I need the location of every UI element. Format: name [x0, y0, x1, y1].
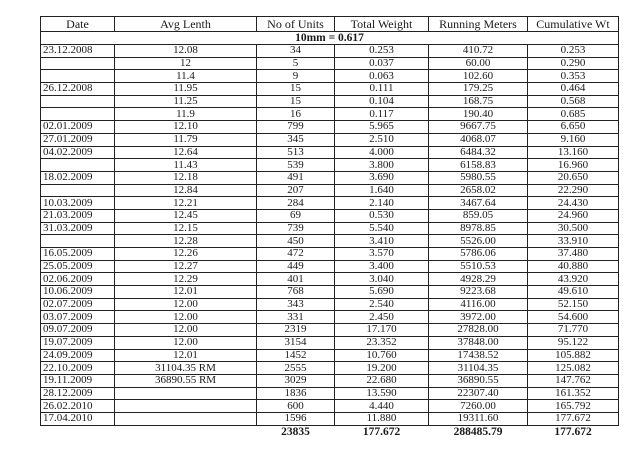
- running-meters-cell: 27828.00: [429, 324, 528, 337]
- date-cell: 27.01.2009: [41, 133, 115, 146]
- table-row: [41, 95, 619, 108]
- total-weight-cell: 13.590: [335, 387, 429, 400]
- date-cell: 22.10.2009: [41, 362, 115, 375]
- date-cell: 26.02.2010: [41, 400, 115, 413]
- cumulative-weight-cell: 24.430: [528, 197, 619, 210]
- date-cell: 19.07.2009: [41, 336, 115, 349]
- total-weight-cell: 2.140: [335, 197, 429, 210]
- running-meters-cell: 2658.02: [429, 184, 528, 197]
- table-row: [41, 70, 619, 83]
- avg-length-cell: 12.15: [115, 222, 257, 235]
- units-cell: 5: [257, 57, 335, 70]
- avg-length-cell: 12.08: [115, 45, 257, 58]
- units-cell: 600: [257, 400, 335, 413]
- cumulative-weight-cell: 24.960: [528, 209, 619, 222]
- table-row: [41, 222, 619, 235]
- header-row: [41, 17, 619, 32]
- table-row: [41, 248, 619, 261]
- running-meters-cell: 4928.29: [429, 273, 528, 286]
- total-weight-cell: 19.200: [335, 362, 429, 375]
- avg-length-cell: 12.27: [115, 260, 257, 273]
- avg-length-cell: 31104.35 RM: [115, 362, 257, 375]
- cumulative-weight-cell: 0.290: [528, 57, 619, 70]
- cumulative-weight-cell: 16.960: [528, 159, 619, 172]
- header-running-meters: Running Meters: [429, 17, 528, 32]
- units-cell: 2555: [257, 362, 335, 375]
- avg-length-cell: [115, 412, 257, 425]
- table-row: [41, 146, 619, 159]
- cumulative-weight-cell: 30.500: [528, 222, 619, 235]
- avg-length-cell: 12.01: [115, 349, 257, 362]
- total-weight-cell: 5.965: [335, 121, 429, 134]
- table-row: [41, 324, 619, 337]
- date-cell: [41, 70, 115, 83]
- date-cell: 09.07.2009: [41, 324, 115, 337]
- running-meters-cell: 4116.00: [429, 298, 528, 311]
- total-weight-cell: 0.104: [335, 95, 429, 108]
- avg-length-cell: 11.25: [115, 95, 257, 108]
- date-cell: [41, 57, 115, 70]
- units-cell: 1836: [257, 387, 335, 400]
- units-cell: 207: [257, 184, 335, 197]
- total-weight-cell: 0.117: [335, 108, 429, 121]
- header-date: Date: [41, 17, 115, 32]
- units-cell: 9: [257, 70, 335, 83]
- date-cell: 28.12.2009: [41, 387, 115, 400]
- date-cell: [41, 159, 115, 172]
- avg-length-cell: 12.00: [115, 311, 257, 324]
- units-cell: 16: [257, 108, 335, 121]
- table-row: [41, 273, 619, 286]
- header-total-weight: Total Weight: [335, 17, 429, 32]
- total-weight-cell: 2.510: [335, 133, 429, 146]
- avg-length-cell: 12.10: [115, 121, 257, 134]
- running-meters-cell: 190.40: [429, 108, 528, 121]
- cumulative-weight-cell: 33.910: [528, 235, 619, 248]
- total-units-cell: 23835: [281, 425, 310, 438]
- running-meters-cell: 410.72: [429, 45, 528, 58]
- delivery-ledger-table: [40, 16, 619, 439]
- running-meters-cell: 9223.68: [429, 286, 528, 299]
- cumulative-weight-cell: 22.290: [528, 184, 619, 197]
- table-row: [41, 108, 619, 121]
- header-units: No of Units: [257, 17, 335, 32]
- date-cell: 21.03.2009: [41, 209, 115, 222]
- running-meters-cell: 31104.35: [429, 362, 528, 375]
- date-cell: 04.02.2009: [41, 146, 115, 159]
- table-row: [41, 133, 619, 146]
- total-cumulative-weight-cell: 177.672: [554, 425, 592, 438]
- avg-length-cell: 12.01: [115, 286, 257, 299]
- cumulative-weight-cell: 0.253: [528, 45, 619, 58]
- table-row: [41, 197, 619, 210]
- cumulative-weight-cell: 71.770: [528, 324, 619, 337]
- running-meters-cell: 5510.53: [429, 260, 528, 273]
- units-cell: 15: [257, 95, 335, 108]
- cumulative-weight-cell: 40.880: [528, 260, 619, 273]
- total-date-cell: [41, 425, 115, 439]
- date-cell: 23.12.2008: [41, 45, 115, 58]
- total-avg-length-cell: [115, 425, 257, 439]
- avg-length-cell: [115, 387, 257, 400]
- units-cell: 3029: [257, 374, 335, 387]
- running-meters-cell: 6158.83: [429, 159, 528, 172]
- total-weight-cell: 3.570: [335, 248, 429, 261]
- table-row: [41, 171, 619, 184]
- running-meters-cell: 19311.60: [429, 412, 528, 425]
- date-cell: 02.07.2009: [41, 298, 115, 311]
- units-cell: 345: [257, 133, 335, 146]
- running-meters-cell: 4068.07: [429, 133, 528, 146]
- cumulative-weight-cell: 43.920: [528, 273, 619, 286]
- date-cell: 03.07.2009: [41, 311, 115, 324]
- avg-length-cell: 12.45: [115, 209, 257, 222]
- units-cell: 15: [257, 83, 335, 96]
- running-meters-cell: 7260.00: [429, 400, 528, 413]
- running-meters-cell: 179.25: [429, 83, 528, 96]
- units-cell: 450: [257, 235, 335, 248]
- units-cell: 768: [257, 286, 335, 299]
- units-cell: 472: [257, 248, 335, 261]
- avg-length-cell: 12.00: [115, 336, 257, 349]
- running-meters-cell: 859.05: [429, 209, 528, 222]
- date-cell: 16.05.2009: [41, 248, 115, 261]
- cumulative-weight-cell: 37.480: [528, 248, 619, 261]
- units-cell: 1596: [257, 412, 335, 425]
- date-cell: 18.02.2009: [41, 171, 115, 184]
- table-row: [41, 121, 619, 134]
- total-weight-cell: 5.540: [335, 222, 429, 235]
- running-meters-cell: 168.75: [429, 95, 528, 108]
- avg-length-cell: 11.95: [115, 83, 257, 96]
- date-cell: 02.01.2009: [41, 121, 115, 134]
- total-weight-cell: 23.352: [335, 336, 429, 349]
- avg-length-cell: 12.26: [115, 248, 257, 261]
- cumulative-weight-cell: 105.882: [528, 349, 619, 362]
- units-cell: 2319: [257, 324, 335, 337]
- units-cell: 1452: [257, 349, 335, 362]
- total-weight-cell: 3.040: [335, 273, 429, 286]
- total-weight-cell: 0.111: [335, 83, 429, 96]
- cumulative-weight-cell: 20.650: [528, 171, 619, 184]
- units-cell: 799: [257, 121, 335, 134]
- table-row: [41, 362, 619, 375]
- units-cell: 739: [257, 222, 335, 235]
- total-weight-cell: 4.000: [335, 146, 429, 159]
- units-cell: 69: [257, 209, 335, 222]
- table-row: [41, 387, 619, 400]
- cumulative-weight-cell: 125.082: [528, 362, 619, 375]
- totals-row: [41, 425, 619, 439]
- date-cell: 17.04.2010: [41, 412, 115, 425]
- table-row: [41, 374, 619, 387]
- running-meters-cell: 8978.85: [429, 222, 528, 235]
- total-weight-cell: 3.410: [335, 235, 429, 248]
- date-cell: 02.06.2009: [41, 273, 115, 286]
- avg-length-cell: 12.21: [115, 197, 257, 210]
- cumulative-weight-cell: 147.762: [528, 374, 619, 387]
- date-cell: 10.06.2009: [41, 286, 115, 299]
- cumulative-weight-cell: 95.122: [528, 336, 619, 349]
- avg-length-cell: 12.84: [115, 184, 257, 197]
- total-weight-cell: 1.640: [335, 184, 429, 197]
- units-cell: 401: [257, 273, 335, 286]
- date-cell: 26.12.2008: [41, 83, 115, 96]
- total-weight-cell: 3.400: [335, 260, 429, 273]
- running-meters-cell: 22307.40: [429, 387, 528, 400]
- cumulative-weight-cell: 177.672: [528, 412, 619, 425]
- total-weight-cell: 3.800: [335, 159, 429, 172]
- date-cell: 10.03.2009: [41, 197, 115, 210]
- cumulative-weight-cell: 52.150: [528, 298, 619, 311]
- total-weight-cell: 0.037: [335, 57, 429, 70]
- avg-length-cell: 12.00: [115, 298, 257, 311]
- avg-length-cell: 11.43: [115, 159, 257, 172]
- running-meters-cell: 6484.32: [429, 146, 528, 159]
- table-row: [41, 260, 619, 273]
- bar-size-factor: 10mm = 0.617: [41, 32, 619, 45]
- units-cell: 513: [257, 146, 335, 159]
- avg-length-cell: 12.64: [115, 146, 257, 159]
- total-weight-cell: 11.880: [335, 412, 429, 425]
- units-cell: 284: [257, 197, 335, 210]
- table-row: [41, 45, 619, 58]
- date-cell: [41, 235, 115, 248]
- total-weight-cell: 0.253: [335, 45, 429, 58]
- running-meters-cell: 60.00: [429, 57, 528, 70]
- cumulative-weight-cell: 54.600: [528, 311, 619, 324]
- avg-length-cell: 11.9: [115, 108, 257, 121]
- total-running-meters-cell: 288485.79: [453, 425, 503, 438]
- cumulative-weight-cell: 6.650: [528, 121, 619, 134]
- date-cell: [41, 95, 115, 108]
- running-meters-cell: 5980.55: [429, 171, 528, 184]
- avg-length-cell: [115, 400, 257, 413]
- table-row: [41, 412, 619, 425]
- header-cumulative-weight: Cumulative Wt: [528, 17, 619, 32]
- cumulative-weight-cell: 0.464: [528, 83, 619, 96]
- units-cell: 449: [257, 260, 335, 273]
- running-meters-cell: 9667.75: [429, 121, 528, 134]
- table-row: [41, 298, 619, 311]
- cumulative-weight-cell: 0.568: [528, 95, 619, 108]
- date-cell: 19.11.2009: [41, 374, 115, 387]
- cumulative-weight-cell: 0.685: [528, 108, 619, 121]
- avg-length-cell: 12: [115, 57, 257, 70]
- cumulative-weight-cell: 165.792: [528, 400, 619, 413]
- running-meters-cell: 3972.00: [429, 311, 528, 324]
- subheader-row: [41, 32, 619, 45]
- cumulative-weight-cell: 9.160: [528, 133, 619, 146]
- units-cell: 331: [257, 311, 335, 324]
- avg-length-cell: 36890.55 RM: [115, 374, 257, 387]
- avg-length-cell: 11.4: [115, 70, 257, 83]
- running-meters-cell: 5786.06: [429, 248, 528, 261]
- total-weight-cell: 17.170: [335, 324, 429, 337]
- header-avg-length: Avg Lenth: [115, 17, 257, 32]
- date-cell: 24.09.2009: [41, 349, 115, 362]
- avg-length-cell: 12.18: [115, 171, 257, 184]
- table-row: [41, 159, 619, 172]
- table-row: [41, 286, 619, 299]
- total-weight-cell: 10.760: [335, 349, 429, 362]
- total-weight-cell: 0.530: [335, 209, 429, 222]
- date-cell: [41, 108, 115, 121]
- cumulative-weight-cell: 49.610: [528, 286, 619, 299]
- table-row: [41, 311, 619, 324]
- table-row: [41, 57, 619, 70]
- cumulative-weight-cell: 161.352: [528, 387, 619, 400]
- avg-length-cell: 11.79: [115, 133, 257, 146]
- units-cell: 343: [257, 298, 335, 311]
- table-row: [41, 349, 619, 362]
- avg-length-cell: 12.29: [115, 273, 257, 286]
- table-row: [41, 184, 619, 197]
- table-row: [41, 83, 619, 96]
- date-cell: 31.03.2009: [41, 222, 115, 235]
- cumulative-weight-cell: 13.160: [528, 146, 619, 159]
- running-meters-cell: 3467.64: [429, 197, 528, 210]
- date-cell: [41, 184, 115, 197]
- avg-length-cell: 12.00: [115, 324, 257, 337]
- running-meters-cell: 36890.55: [429, 374, 528, 387]
- total-total-weight-cell: 177.672: [362, 425, 401, 438]
- total-weight-cell: 22.680: [335, 374, 429, 387]
- total-weight-cell: 2.540: [335, 298, 429, 311]
- table-row: [41, 235, 619, 248]
- avg-length-cell: 12.28: [115, 235, 257, 248]
- units-cell: 3154: [257, 336, 335, 349]
- running-meters-cell: 17438.52: [429, 349, 528, 362]
- table-row: [41, 336, 619, 349]
- units-cell: 34: [257, 45, 335, 58]
- total-weight-cell: 3.690: [335, 171, 429, 184]
- running-meters-cell: 102.60: [429, 70, 528, 83]
- date-cell: 25.05.2009: [41, 260, 115, 273]
- table-row: [41, 209, 619, 222]
- cumulative-weight-cell: 0.353: [528, 70, 619, 83]
- units-cell: 491: [257, 171, 335, 184]
- total-weight-cell: 0.063: [335, 70, 429, 83]
- units-cell: 539: [257, 159, 335, 172]
- total-weight-cell: 2.450: [335, 311, 429, 324]
- total-weight-cell: 5.690: [335, 286, 429, 299]
- table-row: [41, 400, 619, 413]
- running-meters-cell: 5526.00: [429, 235, 528, 248]
- total-weight-cell: 4.440: [335, 400, 429, 413]
- running-meters-cell: 37848.00: [429, 336, 528, 349]
